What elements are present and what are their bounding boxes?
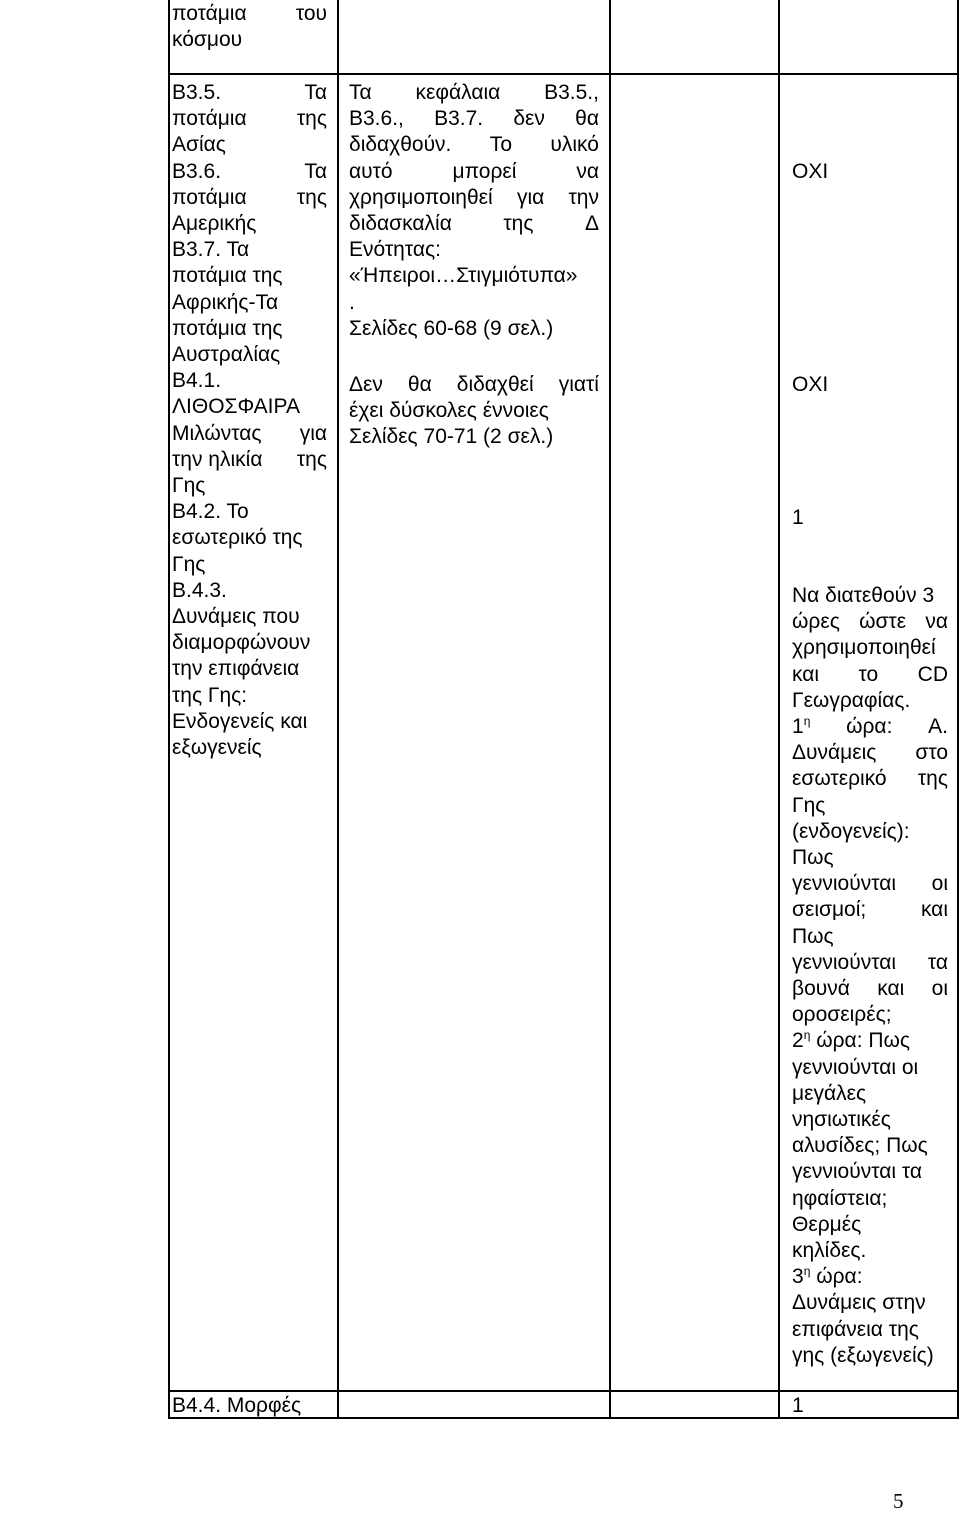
note-line: Δεν θα διδαχθεί γιατί: [349, 373, 599, 396]
chapter-cell-top: [172, 1, 327, 53]
chapter-line: την επιφάνεια: [172, 657, 300, 681]
chapter-line: ποτάμια της: [172, 107, 327, 131]
table-border-left: [168, 0, 170, 1419]
chapter-list-cell: [172, 80, 327, 761]
hours-plan-line: επιφάνεια της: [792, 1317, 919, 1341]
table-border-col2: [609, 0, 611, 1419]
hours-plan-line: νησιωτικές: [792, 1108, 891, 1132]
note-line: διδασκαλία της Δ: [349, 212, 599, 236]
hours-plan-line: ώρες ώστε να: [792, 610, 948, 634]
hours-plan-line: μεγάλες: [792, 1081, 867, 1105]
hours-plan-line: γεννιούνται οι: [792, 1055, 919, 1079]
answer-oxi-2: ΟΧΙ: [792, 373, 829, 396]
note-line: έχει δύσκολες έννοιες: [349, 399, 549, 423]
hours-plan-line: γεννιούνται τα: [792, 950, 948, 974]
note-line: χρησιμοποιηθεί για την: [349, 185, 599, 209]
table-border-col1: [337, 0, 339, 1419]
row-divider-2: [168, 1390, 959, 1392]
hours-plan-line: γης (εξωγενείς): [792, 1343, 934, 1367]
hours-plan-line: αλυσίδες; Πως: [792, 1134, 928, 1158]
page-number: 5: [893, 1489, 904, 1513]
hours-plan-line: Να διατεθούν 3: [792, 584, 935, 607]
hours-plan-line: $2^\eta$ ώρα: Πως: [792, 1028, 911, 1053]
hours-plan-line: Πως: [792, 924, 834, 948]
chapter-line: διαμορφώνουν: [172, 631, 311, 655]
chapter-line: ποτάμια της: [172, 185, 327, 209]
chapter-line: Ασίας: [172, 133, 226, 157]
hours-plan-line: γεννιούνται τα: [792, 1160, 922, 1184]
chapter-line: Β4.1.: [172, 369, 222, 393]
chapter-line: ποτάμια της: [172, 316, 283, 340]
chapter-line: Β3.7. Τα: [172, 238, 250, 262]
hours-plan-line: κηλίδες.: [792, 1239, 867, 1263]
last-row-value: 1: [792, 1394, 804, 1417]
note-line: Ενότητας:: [349, 238, 441, 262]
last-row-label: Β4.4. Μορφές: [172, 1394, 302, 1417]
chapter-line: εξωγενείς: [172, 736, 262, 760]
chapter-line: Ενδογενείς και: [172, 709, 308, 733]
note-line: αυτό μπορεί να: [349, 159, 599, 183]
hours-plan-line: Δυνάμεις στο: [792, 741, 948, 765]
table-border-col3: [778, 0, 780, 1419]
row-divider-1: [168, 73, 959, 75]
chapter-line: Γης: [172, 552, 206, 576]
hours-plan-line: εσωτερικό της: [792, 767, 948, 791]
note-line: Β3.6., Β3.7. δεν θα: [349, 107, 599, 131]
chapter-line: εσωτερικό της: [172, 526, 303, 550]
hours-plan-line: $1^\eta$ ώρα: Α.: [792, 714, 948, 739]
chapter-line: Β3.6. Τα: [172, 159, 327, 183]
hours-plan-line: χρησιμοποιηθεί: [792, 636, 936, 660]
chapter-line: Μιλώντας για: [172, 421, 327, 445]
chapter-line: την ηλικία της: [172, 447, 327, 471]
hours-plan-line: οροσειρές;: [792, 1003, 892, 1027]
note-line: Σελίδες 70-71 (2 σελ.): [349, 425, 554, 449]
chapter-line: Αμερικής: [172, 212, 257, 236]
chapter-line: Δυνάμεις που: [172, 605, 300, 629]
answer-value-1: 1: [792, 506, 804, 529]
hours-plan-line: γεννιούνται οι: [792, 872, 948, 896]
note-line: «Ήπειροι…Στιγμιότυπα»: [349, 264, 578, 288]
chapter-line: κόσμου: [172, 28, 243, 52]
answer-oxi-1: ΟΧΙ: [792, 160, 829, 183]
table-border-right: [957, 0, 959, 1419]
chapter-line: Γης: [172, 474, 206, 498]
note-not-taught-b35-b37: [349, 80, 599, 342]
chapter-line: Β3.5. Τα: [172, 81, 327, 104]
chapter-line: ποτάμια της: [172, 264, 283, 288]
hours-plan-note: [792, 583, 948, 1369]
hours-plan-line: και το CD: [792, 662, 948, 686]
hours-plan-line: Γεωγραφίας.: [792, 688, 911, 712]
chapter-line: Β.4.3.: [172, 578, 227, 602]
hours-plan-line: (ενδογενείς):: [792, 819, 910, 843]
note-line: διδαχθούν. Το υλικό: [349, 133, 599, 157]
chapter-line: Β4.2. Το: [172, 500, 249, 524]
note-not-taught-b41: [349, 372, 599, 451]
hours-plan-line: $3^\eta$ ώρα:: [792, 1264, 863, 1289]
note-line: .: [349, 290, 355, 314]
chapter-line: της Γης:: [172, 683, 248, 707]
chapter-line: ποτάμια του: [172, 2, 327, 25]
note-line: Σελίδες 60-68 (9 σελ.): [349, 316, 554, 340]
hours-plan-line: ηφαίστεια;: [792, 1186, 888, 1210]
chapter-line: Αφρικής-Τα: [172, 290, 279, 314]
hours-plan-line: Πως: [792, 846, 834, 870]
hours-plan-line: βουνά και οι: [792, 977, 948, 1001]
hours-plan-line: Θερμές: [792, 1212, 862, 1236]
hours-plan-line: Γης: [792, 793, 826, 817]
hours-plan-line: Δυνάμεις στην: [792, 1291, 926, 1315]
chapter-line: ΛΙΘΟΣΦΑΙΡΑ: [172, 395, 300, 419]
chapter-line: Αυστραλίας: [172, 343, 281, 367]
note-line: Τα κεφάλαια Β3.5.,: [349, 81, 599, 104]
hours-plan-line: σεισμοί; και: [792, 898, 948, 922]
